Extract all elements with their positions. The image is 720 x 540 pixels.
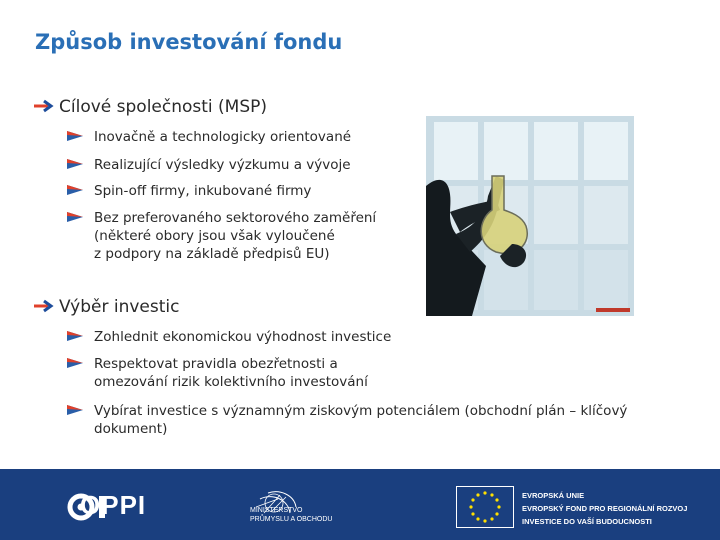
bullet-triangle-icon xyxy=(67,185,83,195)
section-heading-text: Cílové společnosti (MSP) xyxy=(59,97,268,117)
list-item-text: dokument) xyxy=(94,421,168,437)
eu-text xyxy=(522,489,687,528)
bullet-triangle-icon xyxy=(67,159,83,169)
list-item-text: Inovačně a technologicky orientované xyxy=(94,129,352,145)
list-item xyxy=(67,328,391,346)
section-heading-text: Výběr investic xyxy=(59,297,180,317)
ministry-line1: MINISTERSTVO xyxy=(250,507,303,514)
eu-flag-icon xyxy=(456,486,514,528)
bullet-triangle-icon xyxy=(67,405,83,415)
section-heading-investment-selection xyxy=(33,297,180,317)
arrow-right-icon xyxy=(33,99,55,113)
eu-line1: EVROPSKÁ UNIE xyxy=(522,491,585,500)
eu-line3: INVESTICE DO VAŠÍ BUDOUCNOSTI xyxy=(522,517,652,526)
bullet-triangle-icon xyxy=(67,212,83,222)
section-heading-target-companies xyxy=(33,97,267,117)
list-item-text: Spin-off firmy, inkubované firmy xyxy=(94,183,312,199)
ministry-line2: PRŮMYSLU A OBCHODU xyxy=(250,516,333,523)
oppi-label: OPPI xyxy=(80,490,147,520)
list-item xyxy=(67,182,311,200)
list-item xyxy=(67,355,368,391)
lab-scientist-photo xyxy=(426,116,634,316)
list-item xyxy=(67,156,351,174)
bullet-triangle-icon xyxy=(67,131,83,141)
list-item-text: z podpory na základě předpisů EU) xyxy=(94,246,330,262)
ministry-text xyxy=(250,506,332,524)
bullet-triangle-icon xyxy=(67,331,83,341)
eu-line2: EVROPSKÝ FOND PRO REGIONÁLNÍ ROZVOJ xyxy=(522,504,688,513)
list-item xyxy=(67,402,627,438)
list-item-text: Zohlednit ekonomickou výhodnost investice xyxy=(94,329,392,345)
arrow-right-icon xyxy=(33,299,55,313)
list-item-text: Respektovat pravidla obezřetnosti a xyxy=(94,356,338,372)
list-item-text: Vybírat investice s významným ziskovým potenciálem (obchodní plán – klíčový xyxy=(94,403,628,419)
bullet-triangle-icon xyxy=(67,358,83,368)
list-item-text: (některé obory jsou však vyloučené xyxy=(94,228,335,244)
list-item-text: Bez preferovaného sektorového zaměření xyxy=(94,210,377,226)
list-item xyxy=(67,128,351,146)
list-item xyxy=(67,209,376,263)
slide-title: Způsob investování fondu xyxy=(35,30,343,54)
list-item-text: omezování rizik kolektivního investování xyxy=(94,374,368,390)
list-item-text: Realizující výsledky výzkumu a vývoje xyxy=(94,157,351,173)
